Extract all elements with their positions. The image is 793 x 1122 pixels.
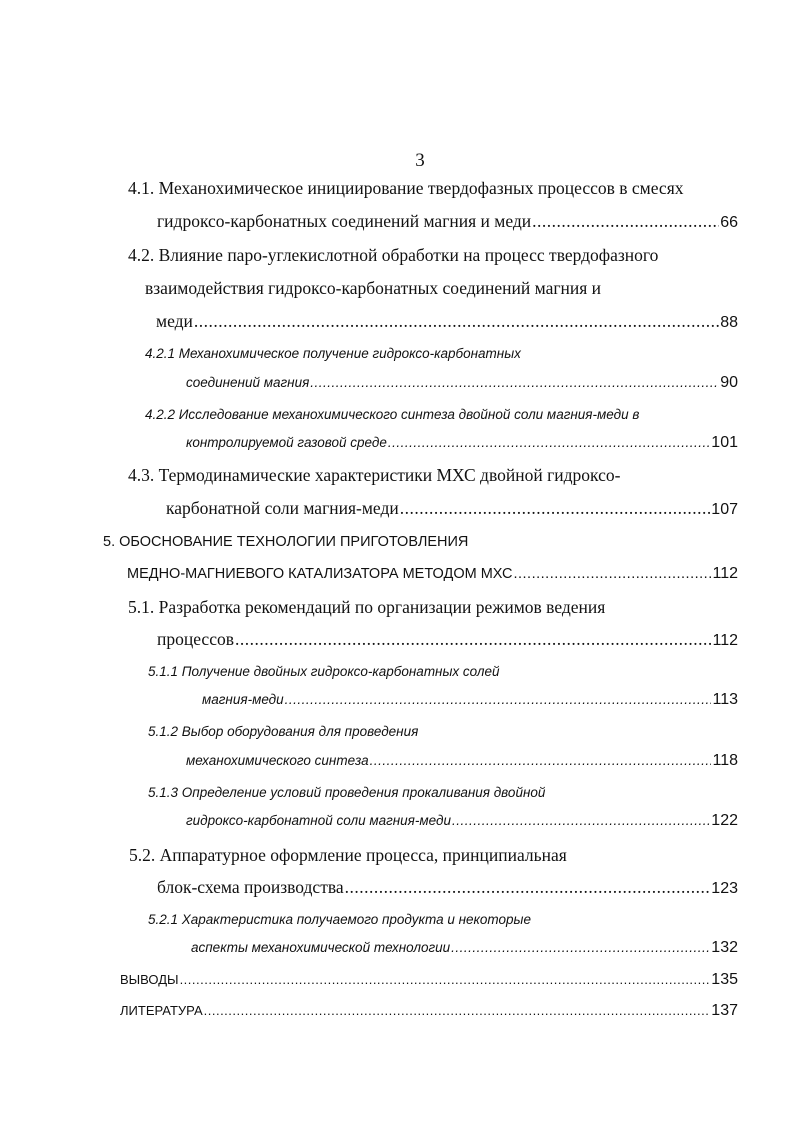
toc-entry-last-line <box>166 496 738 520</box>
toc-entry-last-line <box>156 309 738 333</box>
toc-page-number: 113 <box>712 691 738 708</box>
toc-page-number: 107 <box>711 501 738 518</box>
toc-leader-dots <box>204 999 711 1023</box>
toc-page-number: 135 <box>711 971 738 988</box>
toc-entry-last-line <box>202 688 738 712</box>
toc-entry-text: МЕДНО-МАГНИЕВОГО КАТАЛИЗАТОРА МЕТОДОМ МХС <box>127 566 513 582</box>
toc-leader-dots <box>345 875 711 899</box>
toc-entry-last-line <box>127 562 738 586</box>
toc-leader-dots <box>194 309 719 333</box>
toc-entry-text: карбонатной соли магния-меди <box>166 498 399 518</box>
toc-entry-text: процессов <box>157 629 234 649</box>
toc-entry-text: гидроксо-карбонатных соединений магния и меди <box>157 211 532 231</box>
toc-leader-dots <box>180 968 711 992</box>
toc-entry-last-line <box>157 209 738 233</box>
toc-entry-last-line <box>191 936 738 960</box>
toc-entry-text: 4.3. Термодинамические характеристики МХС двойной гидроксо- <box>128 465 621 485</box>
toc-entry-text: 5. ОБОСНОВАНИЕ ТЕХНОЛОГИИ ПРИГОТОВЛЕНИЯ <box>103 534 469 550</box>
toc-entry-text: 5.2. Аппаратурное оформление процесса, принципиальная <box>129 845 567 865</box>
toc-leader-dots <box>310 371 719 395</box>
toc-leader-dots <box>513 562 711 586</box>
toc-page-number: 137 <box>711 1002 738 1019</box>
toc-entry-text: магния-меди <box>202 692 284 707</box>
toc-entry-last-line <box>120 999 738 1023</box>
toc-page-number: 132 <box>711 939 738 956</box>
page-number: 3 <box>415 150 425 171</box>
toc-entry-text: блок-схема производства <box>157 877 344 897</box>
toc-entry-text: 4.2. Влияние паро-углекислотной обработки на процесс твердофазного <box>128 245 659 265</box>
toc-entry-last-line <box>120 968 738 992</box>
toc-page-number: 101 <box>711 434 738 451</box>
toc-entry-text: 5.1.3 Определение условий проведения прокаливания двойной <box>148 785 546 800</box>
toc-entry-text: 5.2.1 Характеристика получаемого продукта и некоторые <box>148 912 531 927</box>
toc-entry-text: аспекты механохимической технологии <box>191 940 451 955</box>
toc-leader-dots <box>235 627 712 651</box>
toc-entry-last-line <box>186 431 738 455</box>
toc-page-number: 88 <box>720 314 738 331</box>
toc-entry-text: ВЫВОДЫ <box>120 972 179 987</box>
toc-page-number: 90 <box>720 374 738 391</box>
toc-page-number: 112 <box>712 632 738 649</box>
toc-entry-text: 4.2.2 Исследование механохимического синтеза двойной соли магния-меди в <box>145 407 640 422</box>
toc-entry-text: гидроксо-карбонатной соли магния-меди <box>186 813 451 828</box>
toc-leader-dots <box>388 431 710 455</box>
toc-entry-last-line <box>157 875 738 899</box>
toc-page-number: 122 <box>711 812 738 829</box>
toc-leader-dots <box>532 209 719 233</box>
toc-entry-text: взаимодействия гидроксо-карбонатных соединений магния и <box>145 278 602 298</box>
toc-entry-last-line <box>157 627 738 651</box>
toc-entry-text: 5.1.2 Выбор оборудования для проведения <box>148 724 419 739</box>
toc-entry-text: механохимического синтеза <box>186 753 369 768</box>
toc-leader-dots <box>400 496 711 520</box>
toc-page-number: 123 <box>711 880 738 897</box>
toc-leader-dots <box>285 688 712 712</box>
toc-entry-last-line <box>186 809 738 833</box>
toc-entry-text: 5.1.1 Получение двойных гидроксо-карбонатных солей <box>148 664 500 679</box>
toc-entry-text: 4.2.1 Механохимическое получение гидроксо-карбонатных <box>145 346 521 361</box>
toc-entry-text: 5.1. Разработка рекомендаций по организации режимов ведения <box>128 597 606 617</box>
toc-leader-dots <box>452 809 710 833</box>
toc-entry-text: меди <box>156 311 193 331</box>
toc-entry-text: контролируемой газовой среде <box>186 435 387 450</box>
toc-leader-dots <box>370 749 712 773</box>
toc-entry-text: 4.1. Механохимическое инициирование твердофазных процессов в смесях <box>128 178 684 198</box>
toc-entry-last-line <box>186 749 738 773</box>
toc-page-number: 66 <box>720 214 738 231</box>
toc-page-number: 118 <box>712 752 738 769</box>
toc-entry-text: ЛИТЕРАТУРА <box>120 1003 203 1018</box>
toc-page-number: 112 <box>712 565 738 582</box>
toc-entry-text: соединений магния <box>186 375 310 390</box>
toc-leader-dots <box>451 936 710 960</box>
toc-entry-last-line <box>186 371 738 395</box>
